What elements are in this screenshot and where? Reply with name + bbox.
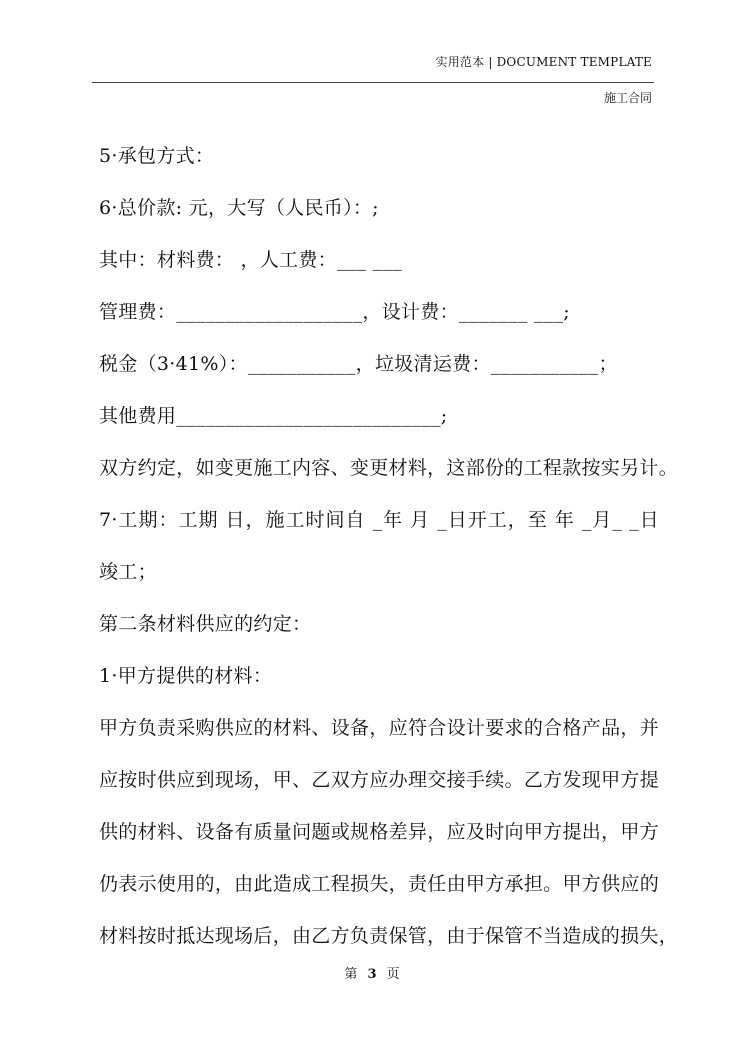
clause-contract-method: 5·承包方式： [99, 145, 215, 167]
article-heading: 第二条材料供应的约定： [99, 613, 312, 635]
paragraph-line: 甲方负责采购供应的材料、设备，应符合设计要求的合格产品，并 [99, 717, 659, 739]
paragraph-line: 材料按时抵达现场后，由乙方负责保管，由于保管不当造成的损失， [99, 925, 679, 947]
section-heading: 1·甲方提供的材料： [99, 665, 273, 687]
paragraph-line: 应按时供应到现场，甲、乙双方应办理交接手续。乙方发现甲方提 [99, 769, 659, 791]
paragraph-line: 仍表示使用的，由此造成工程损失，责任由甲方承担。甲方供应的 [99, 873, 659, 895]
clause-management-design-fee: 管理费：___________________，设计费：_______ ___; [99, 301, 570, 323]
clause-duration-end: 竣工； [99, 561, 157, 583]
header-title: 实用范本 | DOCUMENT TEMPLATE [435, 55, 652, 69]
clause-agreement-note: 双方约定，如变更施工内容、变更材料，这部份的工程款按实另计。 [99, 457, 679, 479]
page-number: 3 [367, 967, 377, 982]
footer-suffix: 页 [386, 967, 400, 982]
clause-tax-garbage-fee: 税金（3·41%）：___________，垃圾清运费：___________； [99, 353, 618, 375]
footer-prefix: 第 [344, 967, 358, 982]
header-subtitle: 施工合同 [603, 91, 652, 105]
clause-other-fee: 其他费用___________________________; [99, 405, 448, 427]
paragraph-line: 供的材料、设备有质量问题或规格差异，应及时向甲方提出，甲方 [99, 821, 659, 843]
page-footer [0, 963, 744, 982]
header-divider [92, 82, 654, 83]
clause-material-labor-fee: 其中：材料费： ，人工费：___ ___ [99, 249, 403, 271]
document-body [99, 136, 679, 968]
clause-total-price: 6·总价款: 元，大写（人民币）：; [99, 197, 379, 219]
clause-duration: 7·工期：工期 日，施工时间自 _年 月 _日开工，至 年 _月_ _日 [99, 509, 659, 531]
